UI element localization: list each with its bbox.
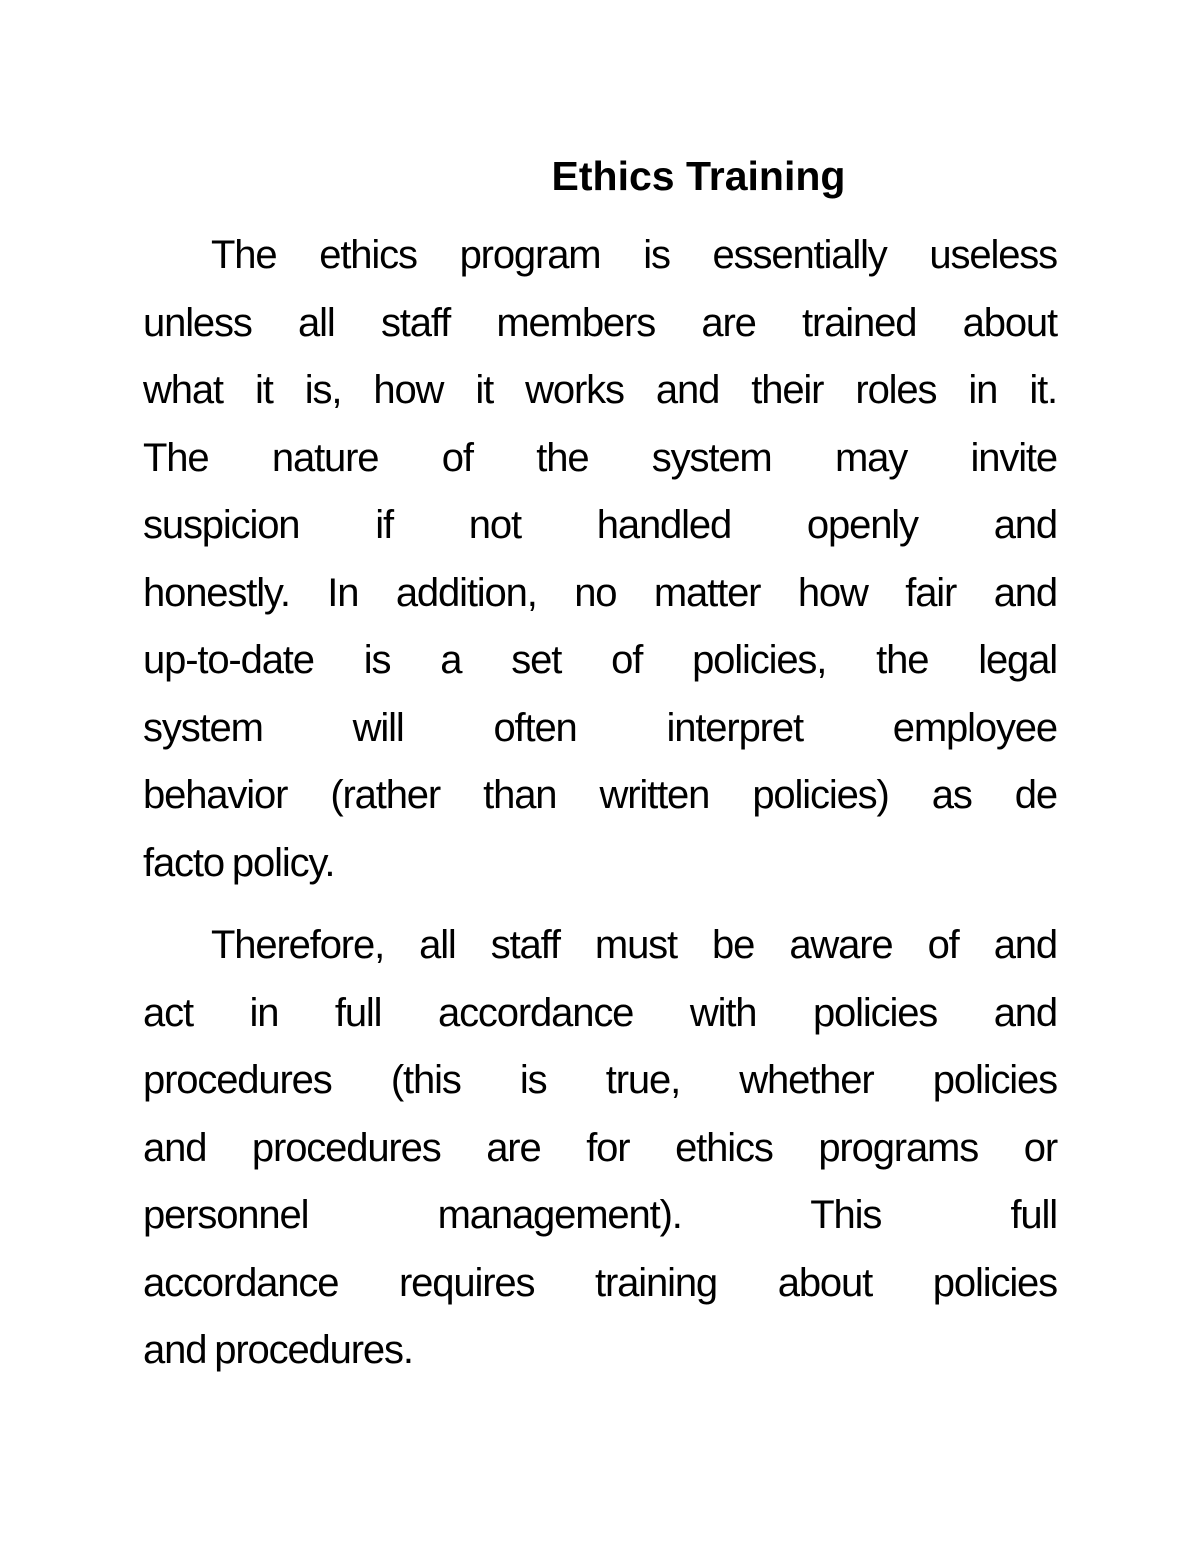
paragraph-line: The nature of the system may invite xyxy=(143,435,1057,480)
paragraph-line: The ethics program is essentially useless xyxy=(211,233,1057,277)
paragraph-line: Therefore, all staff must be aware of and xyxy=(211,923,1057,967)
paragraph-line: honestly. In addition, no matter how fair and xyxy=(143,570,1057,615)
paragraph-line: procedures (this is true, whether policies xyxy=(143,1058,1057,1102)
paragraph-2 xyxy=(143,912,1057,1385)
paragraph-line: suspicion if not handled openly and xyxy=(143,503,1057,547)
paragraph-line: what it is, how it works and their roles in it. xyxy=(143,368,1057,412)
paragraph-line: act in full accordance with policies and xyxy=(143,990,1057,1035)
paragraph-line: facto policy. xyxy=(143,840,335,885)
paragraph-1 xyxy=(143,222,1057,897)
document-title-text: Ethics Training xyxy=(551,153,846,199)
paragraph-line: system will often interpret employee xyxy=(143,705,1057,750)
paragraph-line: up-to-date is a set of policies, the legal xyxy=(143,638,1057,682)
paragraph-line: behavior (rather than written policies) as de xyxy=(143,773,1057,817)
document-body xyxy=(143,150,1057,1385)
paragraph-line: accordance requires training about policies xyxy=(143,1260,1057,1305)
paragraph-line: personnel management). This full xyxy=(143,1193,1057,1237)
paragraph-line: unless all staff members are trained about xyxy=(143,300,1057,345)
paragraph-line: and procedures. xyxy=(143,1328,413,1372)
paragraph-line: and procedures are for ethics programs or xyxy=(143,1125,1057,1170)
document-title xyxy=(143,150,1057,202)
